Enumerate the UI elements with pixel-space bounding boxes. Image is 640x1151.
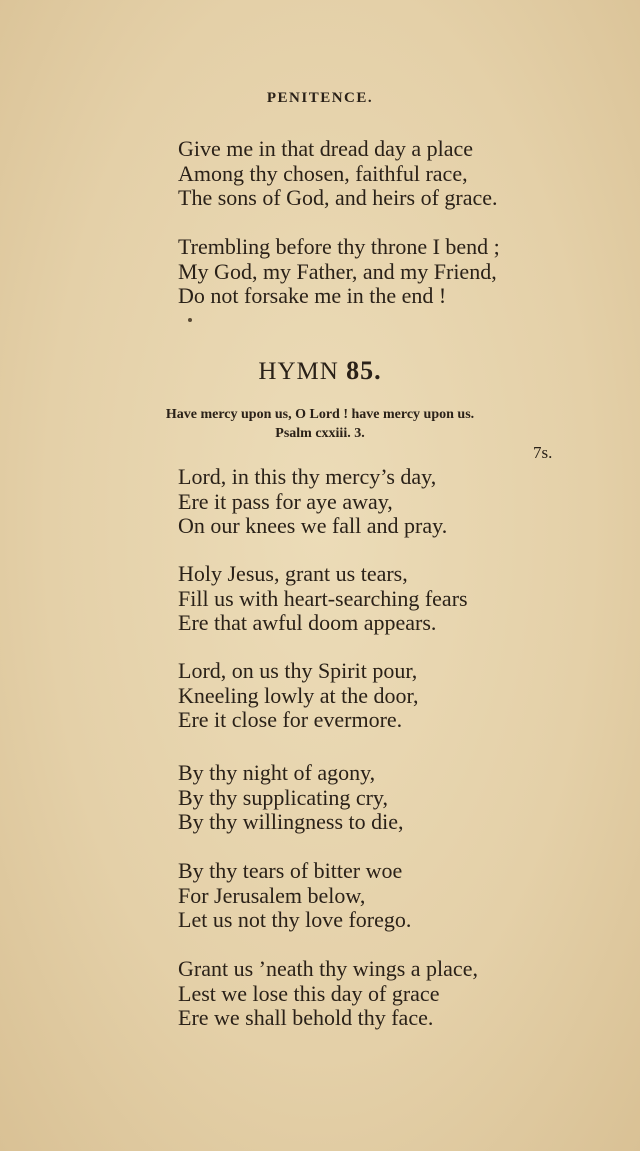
stanza bbox=[178, 562, 468, 636]
hymn-title-prefix: HYMN bbox=[258, 358, 339, 385]
verse-line: By thy willingness to die, bbox=[178, 809, 404, 834]
verse-line: Ere it pass for aye away, bbox=[178, 488, 393, 514]
verse-line: Do not forsake me in the end ! bbox=[178, 283, 447, 308]
verse-line: Let us not thy love forego. bbox=[178, 907, 412, 932]
verse-line: Grant us ’neath thy wings a place, bbox=[178, 956, 478, 981]
verse-line: Lest we lose this day of grace bbox=[178, 980, 440, 1006]
meter-label: 7s. bbox=[533, 443, 553, 462]
stanza bbox=[178, 859, 411, 933]
verse-line: Lord, in this thy mercy’s day, bbox=[178, 464, 437, 489]
verse-line: Ere that awful doom appears. bbox=[178, 610, 437, 635]
verse-line: Kneeling lowly at the door, bbox=[178, 682, 419, 708]
verse-line: Among thy chosen, faithful race, bbox=[178, 160, 468, 186]
verse-line: Ere we shall behold thy face. bbox=[178, 1005, 434, 1030]
running-head: PENITENCE. bbox=[266, 90, 374, 106]
stanza bbox=[178, 235, 500, 309]
epigraph-quote: Have mercy upon us, O Lord ! have mercy upon us. bbox=[165, 407, 475, 422]
stanza bbox=[178, 761, 404, 835]
stanza bbox=[178, 137, 498, 211]
hymn-title bbox=[0, 356, 640, 386]
epigraph bbox=[0, 405, 640, 443]
verse-line: By thy night of agony, bbox=[178, 760, 376, 785]
verse-line: On our knees we fall and pray. bbox=[178, 513, 448, 538]
verse-line: Ere it close for evermore. bbox=[178, 707, 403, 732]
verse-line: Fill us with heart-searching fears bbox=[178, 585, 468, 611]
verse-line: By thy tears of bitter woe bbox=[178, 858, 403, 883]
hymn-number: 85. bbox=[346, 356, 382, 385]
stanza bbox=[178, 659, 418, 733]
verse-line: For Jerusalem below, bbox=[178, 882, 366, 908]
verse-line: Holy Jesus, grant us tears, bbox=[178, 561, 408, 586]
verse-line: Trembling before thy throne I bend ; bbox=[178, 234, 500, 259]
verse-line: The sons of God, and heirs of grace. bbox=[178, 185, 498, 210]
ink-speck bbox=[188, 318, 192, 322]
verse-line: My God, my Father, and my Friend, bbox=[178, 258, 497, 284]
verse-line: By thy supplicating cry, bbox=[178, 784, 388, 810]
stanza bbox=[178, 957, 478, 1031]
epigraph-reference: Psalm cxxiii. 3. bbox=[275, 426, 365, 441]
verse-line: Give me in that dread day a place bbox=[178, 136, 474, 161]
verse-line: Lord, on us thy Spirit pour, bbox=[178, 658, 418, 683]
stanza bbox=[178, 465, 447, 539]
